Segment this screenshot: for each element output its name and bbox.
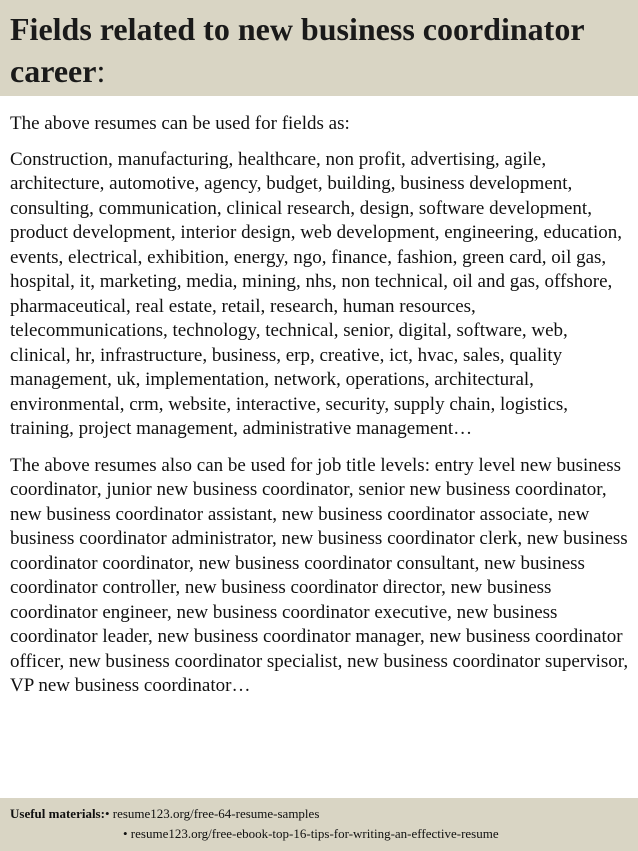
main-content bbox=[10, 104, 632, 699]
title-banner bbox=[0, 0, 638, 96]
footer-banner bbox=[0, 798, 638, 851]
footer-row-2 bbox=[10, 824, 628, 844]
useful-materials-label-colon: : bbox=[100, 806, 105, 821]
page-title-colon: : bbox=[96, 53, 106, 89]
fields-paragraph: Construction, manufacturing, healthcare, non profit, advertising, agile, architecture, automotive, agency, budget, building, business development, consulting, communication, clinical research, design, software development, product development, interior design, web development, engineering, education, events, electrical, exhibition, energy, ngo, finance, fashion, green card, oil gas, hospital, it, marketing, media, mining, nhs, non technical, oil and gas, offshore, pharmaceutical, real estate, retail, research, human resources, telecommunications, technology, technical, senior, digital, software, web, clinical, hr, infrastructure, business, erp, creative, ict, hvac, sales, quality management, uk, implementation, network, operations, architectural, environmental, crm, website, interactive, security, supply chain, logistics, training, project management, administrative management… bbox=[10, 148, 623, 439]
footer-row-1 bbox=[10, 804, 628, 824]
page-title bbox=[10, 8, 628, 92]
page-title-text: Fields related to new business coordinator career bbox=[10, 11, 584, 89]
footer-link-ebook-tips[interactable]: • resume123.org/free-ebook-top-16-tips-for-writing-an-effective-resume bbox=[123, 826, 499, 841]
useful-materials-label-text: Useful materials bbox=[10, 806, 101, 821]
useful-materials-label bbox=[10, 804, 105, 824]
footer-indent bbox=[10, 824, 123, 844]
fields-intro: The above resumes can be used for fields as: bbox=[10, 113, 350, 134]
job-levels-paragraph: The above resumes also can be used for job title levels: entry level new business coordinator, junior new business coordinator, senior new business coordinator, new business coordinator assistant, new business coordinator associate, new business coordinator administrator, new business coordinator clerk, new business coordinator coordinator, new business coordinator consultant, new business coordinator controller, new business coordinator director, new business coordinator engineer, new business coordinator executive, new business coordinator leader, new business coordinator manager, new business coordinator officer, new business coordinator specialist, new business coordinator supervisor, VP new business coordinator… bbox=[10, 454, 629, 696]
footer-link-resume-samples[interactable]: • resume123.org/free-64-resume-samples bbox=[104, 806, 320, 821]
